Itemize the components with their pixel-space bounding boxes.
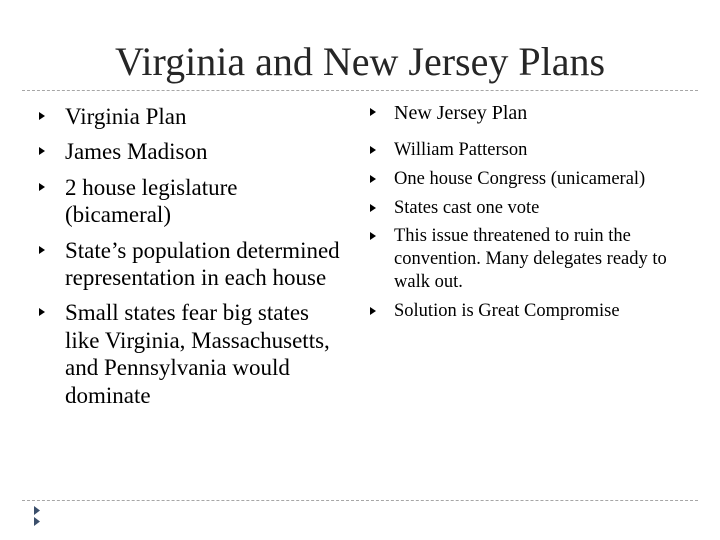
list-item	[370, 168, 700, 191]
list-item-text: 2 house legislature (bicameral)	[65, 174, 238, 228]
new-jersey-plan-list	[370, 101, 700, 329]
list-item	[370, 139, 700, 162]
list-item	[39, 237, 349, 292]
triangle-right-icon	[370, 204, 376, 212]
triangle-right-icon	[370, 108, 376, 116]
triangle-right-icon	[39, 308, 45, 316]
list-item-text: Solution is Great Compromise	[394, 300, 620, 321]
triangle-right-icon	[39, 147, 45, 155]
list-item-text: Small states fear big states like Virginia, Massachusetts, and Pennsylvania would dominate	[65, 300, 330, 408]
list-item-text: One house Congress (unicameral)	[394, 168, 646, 189]
virginia-plan-list	[39, 103, 349, 417]
list-item-text: Virginia Plan	[65, 104, 187, 129]
triangle-right-icon	[39, 246, 45, 254]
footer-divider	[22, 500, 698, 501]
triangle-right-icon	[370, 232, 376, 240]
list-item-text: William Patterson	[394, 140, 528, 160]
list-item	[39, 138, 349, 165]
triangle-right-icon	[370, 307, 376, 315]
list-item	[370, 197, 700, 220]
list-item-text: New Jersey Plan	[394, 102, 528, 124]
title-divider	[22, 90, 698, 91]
triangle-right-icon	[39, 112, 45, 120]
list-item	[39, 299, 349, 409]
triangle-right-icon	[370, 175, 376, 183]
list-item-text: State’s population determined representation in each house	[65, 237, 340, 291]
list-item-text: States cast one vote	[394, 197, 540, 218]
double-chevron-right-icon	[33, 505, 47, 527]
list-item	[39, 174, 349, 229]
triangle-right-icon	[370, 146, 376, 154]
list-item	[370, 300, 700, 323]
list-item	[370, 101, 700, 125]
slide-title: Virginia and New Jersey Plans	[114, 39, 606, 84]
list-item-text: This issue threatened to ruin the convention. Many delegates ready to walk out.	[394, 226, 667, 292]
list-item	[39, 103, 349, 130]
list-item	[370, 225, 700, 293]
triangle-right-icon	[39, 183, 45, 191]
list-item-text: James Madison	[65, 139, 208, 165]
